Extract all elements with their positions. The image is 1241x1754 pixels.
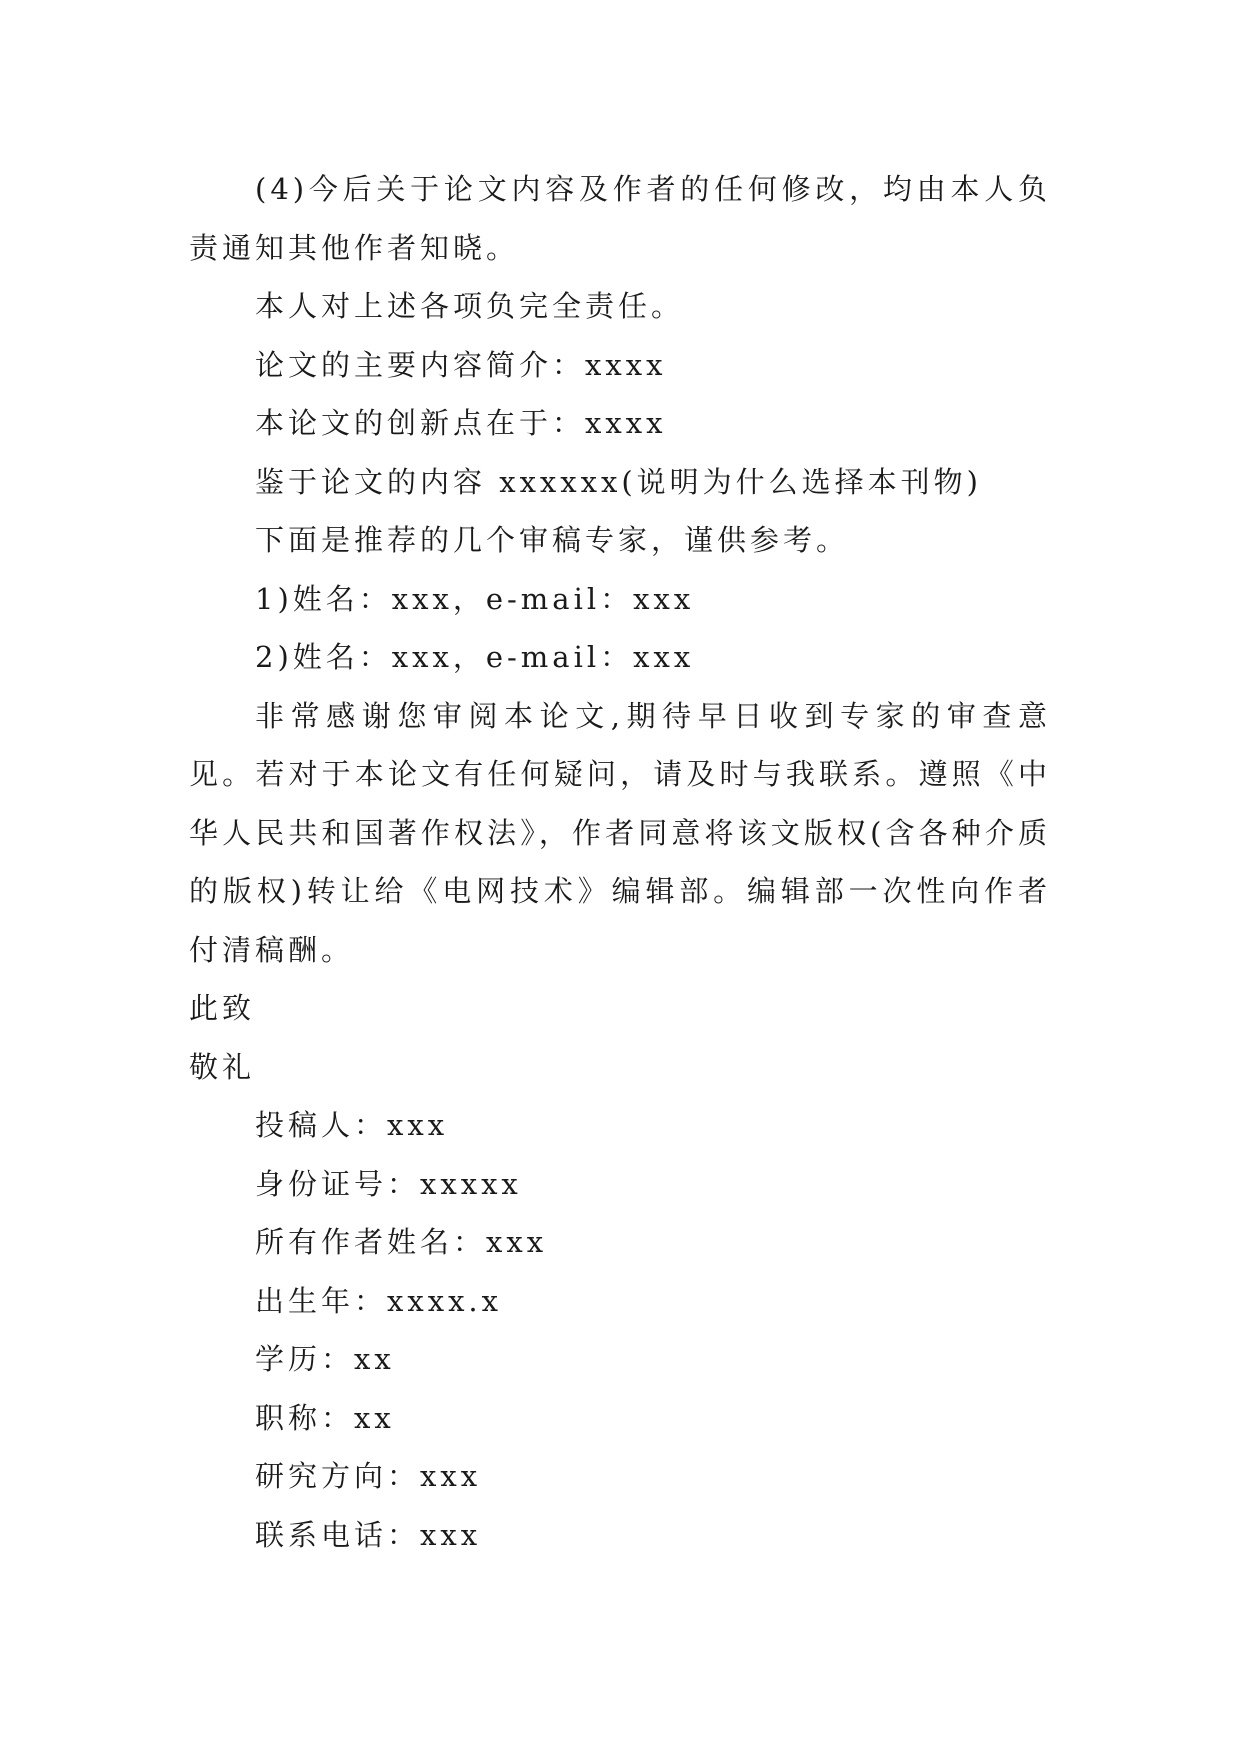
letter-body	[189, 160, 1051, 1564]
paragraph-responsibility: 本人对上述各项负完全责任。	[255, 289, 685, 323]
paragraph-innovation: 本论文的创新点在于：xxxx	[255, 406, 667, 440]
reviewer-item-2: 2)姓名：xxx，e-mail：xxx	[255, 640, 695, 674]
signature-all-authors: 所有作者姓名：xxx	[255, 1225, 548, 1259]
signature-research: 研究方向：xxx	[255, 1459, 482, 1493]
signature-phone: 联系电话：xxx	[255, 1517, 482, 1552]
paragraph-summary: 论文的主要内容简介：xxxx	[255, 347, 667, 382]
paragraph-journal-reason: 鉴于论文的内容 xxxxxx(说明为什么选择本刊物)	[255, 464, 982, 499]
paragraph-reviewers-intro: 下面是推荐的几个审稿专家，谨供参考。	[255, 523, 850, 557]
signature-submitter: 投稿人：xxx	[255, 1108, 449, 1142]
closing-salutation: 此致	[189, 991, 256, 1025]
signature-birth-year: 出生年：xxxx.x	[255, 1283, 502, 1318]
paragraph-modification-notice: (4)今后关于论文内容及作者的任何修改，均由本人负责通知其他作者知晓。	[189, 172, 1051, 265]
paragraph-thanks-copyright: 非常感谢您审阅本论文,期待早日收到专家的审查意见。若对于本论文有任何疑问，请及时与我联系。遵照《中华人民共和国著作权法》，作者同意将该文版权(含各种介质的版权)转让给《电网技术》编辑部。编辑部一次性向作者付清稿酬。	[189, 698, 1051, 967]
closing-regards: 敬礼	[189, 1049, 256, 1084]
signature-title: 职称：xx	[255, 1400, 395, 1435]
reviewer-item-1: 1)姓名：xxx，e-mail：xxx	[255, 581, 695, 616]
signature-education: 学历：xx	[255, 1342, 395, 1376]
signature-id-number: 身份证号：xxxxx	[255, 1166, 522, 1201]
